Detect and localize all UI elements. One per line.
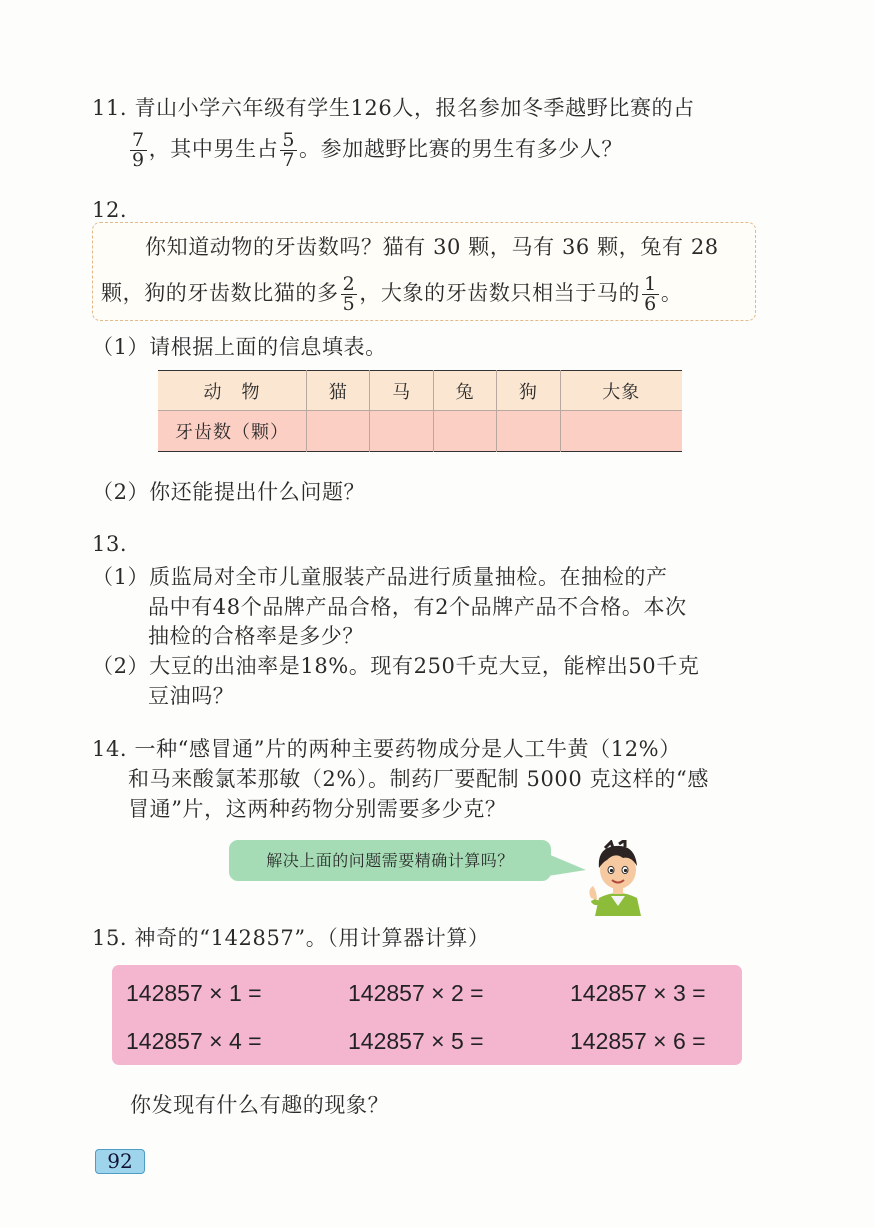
table-row [158, 411, 682, 452]
q15-question: 你发现有什么有趣的现象？ [130, 1093, 390, 1117]
q12-number: 12. [92, 198, 128, 222]
q13-number: 13. [92, 532, 128, 556]
q11-line2: $\frac{7}{9}$ ，其中男生占 $\frac{5}{7}$ 。参加越野比赛的男生有多少人？ [132, 129, 624, 171]
q13-part2-line2: 豆油吗？ [148, 684, 235, 708]
q11-line1: 11. 青山小学六年级有学生126人，报名参加冬季越野比赛的占 [92, 96, 695, 120]
q11-fraction-7-9: $\frac{7}{9}$ [132, 129, 145, 171]
table-header-elephant: 大象 [560, 371, 682, 411]
q11-fraction-5-7: $\frac{5}{7}$ [282, 129, 296, 171]
animal-teeth-info-box [92, 222, 756, 321]
table-cell-cat[interactable] [307, 411, 370, 452]
teeth-table [158, 370, 682, 452]
info-line1: 你知道动物的牙齿数吗？猫有 30 颗，马有 36 颗，兔有 28 [145, 235, 719, 259]
table-row-label: 牙齿数（颗） [175, 422, 289, 443]
info-fraction-1-6: $\frac{1}{6}$ [644, 273, 657, 315]
table-header-dog: 狗 [497, 371, 560, 411]
q14-line1: 14. 一种“感冒通”片的两种主要药物成分是人工牛黄（12%） [92, 737, 681, 761]
calc-item: 142857 × 3 = [570, 980, 706, 1006]
cartoon-boy-icon [585, 840, 651, 916]
page-number-badge: 92 [95, 1149, 145, 1174]
info-line2: 颗，狗的牙齿数比猫的多 $\frac{2}{5}$ ，大象的牙齿数只相当于马的 $\frac{1}{6}$ 。 [101, 273, 683, 315]
q13-part1-line1: （1）质监局对全市儿童服装产品进行质量抽检。在抽检的产 [92, 565, 668, 589]
calc-item: 142857 × 6 = [570, 1028, 706, 1054]
table-cell-dog[interactable] [497, 411, 560, 452]
calc-item: 142857 × 4 = [126, 1028, 262, 1054]
table-header-rabbit: 兔 [433, 371, 496, 411]
table-cell-horse[interactable] [370, 411, 433, 452]
table-header-horse: 马 [370, 371, 433, 411]
calc-item: 142857 × 2 = [348, 980, 484, 1006]
speech-bubble: 解决上面的问题需要精确计算吗？ [229, 840, 551, 881]
table-header-row [158, 371, 682, 411]
q12-part2: （2）你还能提出什么问题？ [92, 480, 366, 504]
q12-part1: （1）请根据上面的信息填表。 [92, 335, 387, 359]
calc-item: 142857 × 1 = [126, 980, 262, 1006]
q13-part1-line2: 品中有48个品牌产品合格，有2个品牌产品不合格。本次 [148, 595, 687, 619]
table-cell-elephant[interactable] [560, 411, 682, 452]
q13-part2-line1: （2）大豆的出油率是18%。现有250千克大豆，能榨出50千克 [92, 654, 700, 678]
q14-line2: 和马来酸氯苯那敏（2%）。制药厂要配制 5000 克这样的“感 [128, 767, 709, 791]
q14-line3: 冒通”片，这两种药物分别需要多少克？ [128, 797, 507, 821]
info-fraction-2-5: $\frac{2}{5}$ [342, 273, 356, 315]
calculation-box [112, 965, 742, 1065]
q13-part1-line3: 抽检的合格率是多少？ [148, 624, 364, 648]
calc-item: 142857 × 5 = [348, 1028, 484, 1054]
table-header-label: 动 物 [158, 371, 307, 411]
speech-bubble-tail [548, 848, 588, 878]
table-header-cat: 猫 [307, 371, 370, 411]
q15-title: 15. 神奇的“142857”。（用计算器计算） [92, 926, 490, 950]
table-cell-rabbit[interactable] [433, 411, 496, 452]
